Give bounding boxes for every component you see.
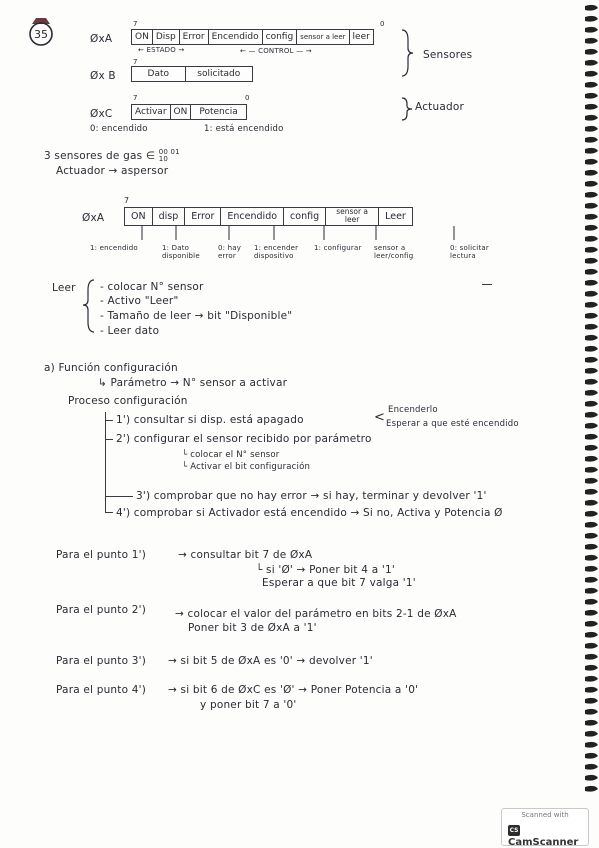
spiral-loop bbox=[585, 632, 598, 638]
step1-opt1: Encenderlo bbox=[388, 405, 438, 415]
reg2-note-on: 1: encendido bbox=[90, 244, 138, 252]
spiral-loop bbox=[585, 60, 598, 66]
reg-a-cell: Disp bbox=[153, 30, 180, 44]
spiral-loop bbox=[585, 137, 598, 143]
reg-b-label: Øx B bbox=[90, 70, 116, 82]
spiral-loop bbox=[585, 269, 598, 275]
spiral-loop bbox=[585, 676, 598, 682]
p4-b: y poner bit 7 a '0' bbox=[200, 699, 297, 711]
spiral-loop bbox=[585, 445, 598, 451]
spiral-loop bbox=[585, 764, 598, 770]
spiral-loop bbox=[585, 555, 598, 561]
spiral-loop bbox=[585, 775, 598, 781]
brace-sensores bbox=[400, 28, 414, 78]
step2-sub2: └ Activar el bit configuración bbox=[182, 462, 311, 472]
spiral-loop bbox=[585, 82, 598, 88]
stamp-line1: Scanned with bbox=[521, 811, 569, 819]
reg-a-cell: Error bbox=[180, 30, 209, 44]
spiral-loop bbox=[585, 599, 598, 605]
reg-a-label: ØxA bbox=[90, 33, 113, 45]
proceso-title: Proceso configuración bbox=[68, 395, 188, 407]
reg2-cell: Encendido bbox=[221, 208, 284, 225]
sensores-label: Sensores bbox=[423, 49, 473, 61]
spiral-loop bbox=[585, 148, 598, 154]
spiral-loop bbox=[585, 368, 598, 374]
reg-c-cell: ON bbox=[171, 105, 192, 119]
spiral-loop bbox=[585, 357, 598, 363]
spiral-loop bbox=[585, 192, 598, 198]
p3-a: → si bit 5 de ØxA es '0' → devolver '1' bbox=[168, 655, 373, 667]
page-number: 35 bbox=[34, 28, 48, 41]
gas-line2: Actuador → aspersor bbox=[56, 165, 169, 177]
proceso-tick bbox=[105, 439, 113, 440]
spiral-loop bbox=[585, 126, 598, 132]
spiral-loop bbox=[585, 742, 598, 748]
p2-b: Poner bit 3 de ØxA a '1' bbox=[188, 622, 317, 634]
spiral-loop bbox=[585, 698, 598, 704]
spiral-loop bbox=[585, 280, 598, 286]
spiral-loop bbox=[585, 643, 598, 649]
reg2-note-leer: 0: solicitar lectura bbox=[450, 244, 489, 260]
spiral-loop bbox=[585, 27, 598, 33]
spiral-loop bbox=[585, 621, 598, 627]
spiral-loop bbox=[585, 16, 598, 22]
spiral-loop bbox=[585, 71, 598, 77]
spiral-loop bbox=[585, 159, 598, 165]
spiral-loop bbox=[585, 533, 598, 539]
reg-c-note-left: 0: encendido bbox=[90, 124, 148, 134]
reg2-cell: sensor a leer bbox=[326, 208, 379, 225]
spiral-loop bbox=[585, 302, 598, 308]
spiral-loop bbox=[585, 412, 598, 418]
spiral-loop bbox=[585, 709, 598, 715]
proceso-tick bbox=[105, 512, 113, 513]
spiral-loop bbox=[585, 786, 598, 792]
p2-label: Para el punto 2') bbox=[56, 604, 147, 616]
spiral-loop bbox=[585, 38, 598, 44]
proceso-vline bbox=[105, 412, 106, 512]
proceso-step1: 1') consultar si disp. está apagado bbox=[116, 414, 304, 426]
spiral-loop bbox=[585, 390, 598, 396]
reg2-note-error: 0: hay error bbox=[218, 244, 242, 260]
reg-a-control-label: ← — CONTROL — → bbox=[240, 47, 312, 55]
spiral-loop bbox=[585, 214, 598, 220]
reg2-cell: Error bbox=[185, 208, 221, 225]
reg2-cell: config bbox=[284, 208, 326, 225]
spiral-loop bbox=[585, 434, 598, 440]
reg-c-bitnum-left: 7 bbox=[133, 94, 138, 102]
spiral-loop bbox=[585, 687, 598, 693]
reg-c-bitnum-right: 0 bbox=[245, 94, 250, 102]
spiral-loop bbox=[585, 104, 598, 110]
spiral-binding bbox=[581, 0, 599, 800]
reg2-note-encendido: 1: encender dispositivo bbox=[254, 244, 299, 260]
spiral-loop bbox=[585, 401, 598, 407]
reg-b-table bbox=[131, 66, 253, 82]
reg2-arrows bbox=[124, 226, 484, 242]
proceso-step2: 2') configurar el sensor recibido por parámetro bbox=[116, 433, 372, 445]
dash-mark bbox=[482, 284, 492, 285]
reg-b-cell: solicitado bbox=[197, 69, 241, 79]
reg-a-estado-label: ← ESTADO → bbox=[138, 46, 185, 54]
reg-a-table bbox=[131, 29, 374, 45]
spiral-loop bbox=[585, 313, 598, 319]
leer-item: - Tamaño de leer → bit "Disponible" bbox=[100, 310, 293, 322]
stamp-line2: CSCamScanner bbox=[508, 827, 579, 848]
p1-b: └ si 'Ø' → Poner bit 4 a '1' bbox=[256, 564, 395, 576]
reg-a-cell: config bbox=[263, 30, 298, 44]
proceso-step3: 3') comprobar que no hay error → si hay, terminar y devolver '1' bbox=[136, 490, 487, 502]
reg-c-table bbox=[131, 104, 247, 120]
spiral-loop bbox=[585, 654, 598, 660]
spiral-loop bbox=[585, 236, 598, 242]
reg-c-note-right: 1: está encendido bbox=[204, 124, 284, 134]
section-a-param: ↳ Parámetro → N° sensor a activar bbox=[98, 377, 288, 389]
spiral-loop bbox=[585, 610, 598, 616]
spiral-loop bbox=[585, 335, 598, 341]
spiral-loop bbox=[585, 203, 598, 209]
spiral-loop bbox=[585, 225, 598, 231]
step1-bracket: < bbox=[374, 410, 386, 425]
p2-a: → colocar el valor del parámetro en bits 2-1 de ØxA bbox=[175, 608, 457, 620]
spiral-loop bbox=[585, 5, 598, 11]
reg-a-cell: ON bbox=[132, 30, 153, 44]
p4-a: → si bit 6 de ØxC es 'Ø' → Poner Potencia a '0' bbox=[168, 684, 419, 696]
reg-b-cell: Dato bbox=[132, 67, 186, 81]
reg-c-cell: Potencia bbox=[199, 107, 238, 117]
spiral-loop bbox=[585, 181, 598, 187]
reg-b-bitnum: 7 bbox=[133, 58, 138, 66]
reg-a-cell: sensor a leer bbox=[297, 30, 349, 44]
section-a-title: a) Función configuración bbox=[44, 362, 178, 374]
leer-item: - Activo "Leer" bbox=[100, 295, 179, 307]
reg2-note-config: 1: configurar bbox=[314, 244, 362, 252]
spiral-loop bbox=[585, 753, 598, 759]
reg-a-bitnum-left: 7 bbox=[133, 20, 138, 28]
spiral-loop bbox=[585, 544, 598, 550]
spiral-loop bbox=[585, 346, 598, 352]
leer-label: Leer bbox=[52, 282, 76, 294]
spiral-loop bbox=[585, 93, 598, 99]
spiral-loop bbox=[585, 720, 598, 726]
reg2-bit-left: 7 bbox=[124, 196, 130, 205]
spiral-loop bbox=[585, 478, 598, 484]
spiral-loop bbox=[585, 511, 598, 517]
spiral-loop bbox=[585, 423, 598, 429]
camscanner-logo-icon: CS bbox=[509, 827, 519, 834]
spiral-loop bbox=[585, 258, 598, 264]
leer-item: - colocar N° sensor bbox=[100, 281, 204, 293]
step2-sub1: └ colocar el N° sensor bbox=[182, 450, 280, 460]
spiral-loop bbox=[585, 566, 598, 572]
reg-c-label: ØxC bbox=[90, 108, 113, 120]
spiral-loop bbox=[585, 489, 598, 495]
proceso-tick bbox=[105, 420, 113, 421]
reg2-cell: disp bbox=[153, 208, 186, 225]
reg-a-cell: leer bbox=[352, 32, 370, 42]
spiral-loop bbox=[585, 170, 598, 176]
p4-label: Para el punto 4') bbox=[56, 684, 147, 696]
step1-opt2: Esperar a que esté encendido bbox=[386, 419, 519, 429]
reg2-table bbox=[124, 207, 413, 226]
reg2-label: ØxA bbox=[82, 212, 105, 224]
p1-c: Esperar a que bit 7 valga '1' bbox=[262, 577, 416, 589]
reg2-note-sensor: sensor a leer/config bbox=[374, 244, 414, 260]
proceso-step4: 4') comprobar si Activador está encendido → Si no, Activa y Potencia Ø bbox=[116, 507, 503, 519]
spiral-loop bbox=[585, 247, 598, 253]
spiral-loop bbox=[585, 49, 598, 55]
spiral-loop bbox=[585, 324, 598, 330]
spiral-loop bbox=[585, 291, 598, 297]
spiral-loop bbox=[585, 379, 598, 385]
actuador-label: Actuador bbox=[415, 101, 464, 113]
proceso-tick bbox=[105, 496, 133, 497]
spiral-loop bbox=[585, 467, 598, 473]
reg-a-bitnum-right: 0 bbox=[380, 20, 385, 28]
reg2-cell: Leer bbox=[385, 211, 406, 222]
spiral-loop bbox=[585, 588, 598, 594]
spiral-loop bbox=[585, 522, 598, 528]
reg2-cell: ON bbox=[125, 208, 153, 225]
reg-a-cell: Encendido bbox=[209, 30, 263, 44]
p1-a: → consultar bit 7 de ØxA bbox=[178, 549, 313, 561]
page-number-badge bbox=[26, 16, 56, 46]
spiral-loop bbox=[585, 500, 598, 506]
spiral-loop bbox=[585, 456, 598, 462]
reg2-note-disp: 1: Dato disponible bbox=[162, 244, 200, 260]
p1-label: Para el punto 1') bbox=[56, 549, 147, 561]
spiral-loop bbox=[585, 731, 598, 737]
brace-leer bbox=[82, 278, 96, 334]
spiral-loop bbox=[585, 115, 598, 121]
brace-actuador bbox=[400, 96, 414, 122]
reg-c-cell: Activar bbox=[132, 105, 171, 119]
leer-item: - Leer dato bbox=[100, 325, 160, 337]
spiral-loop bbox=[585, 665, 598, 671]
p3-label: Para el punto 3') bbox=[56, 655, 147, 667]
spiral-loop bbox=[585, 577, 598, 583]
gas-line1: 3 sensores de gas ∈ 00 01 10 bbox=[44, 148, 180, 163]
camscanner-stamp bbox=[501, 808, 589, 846]
